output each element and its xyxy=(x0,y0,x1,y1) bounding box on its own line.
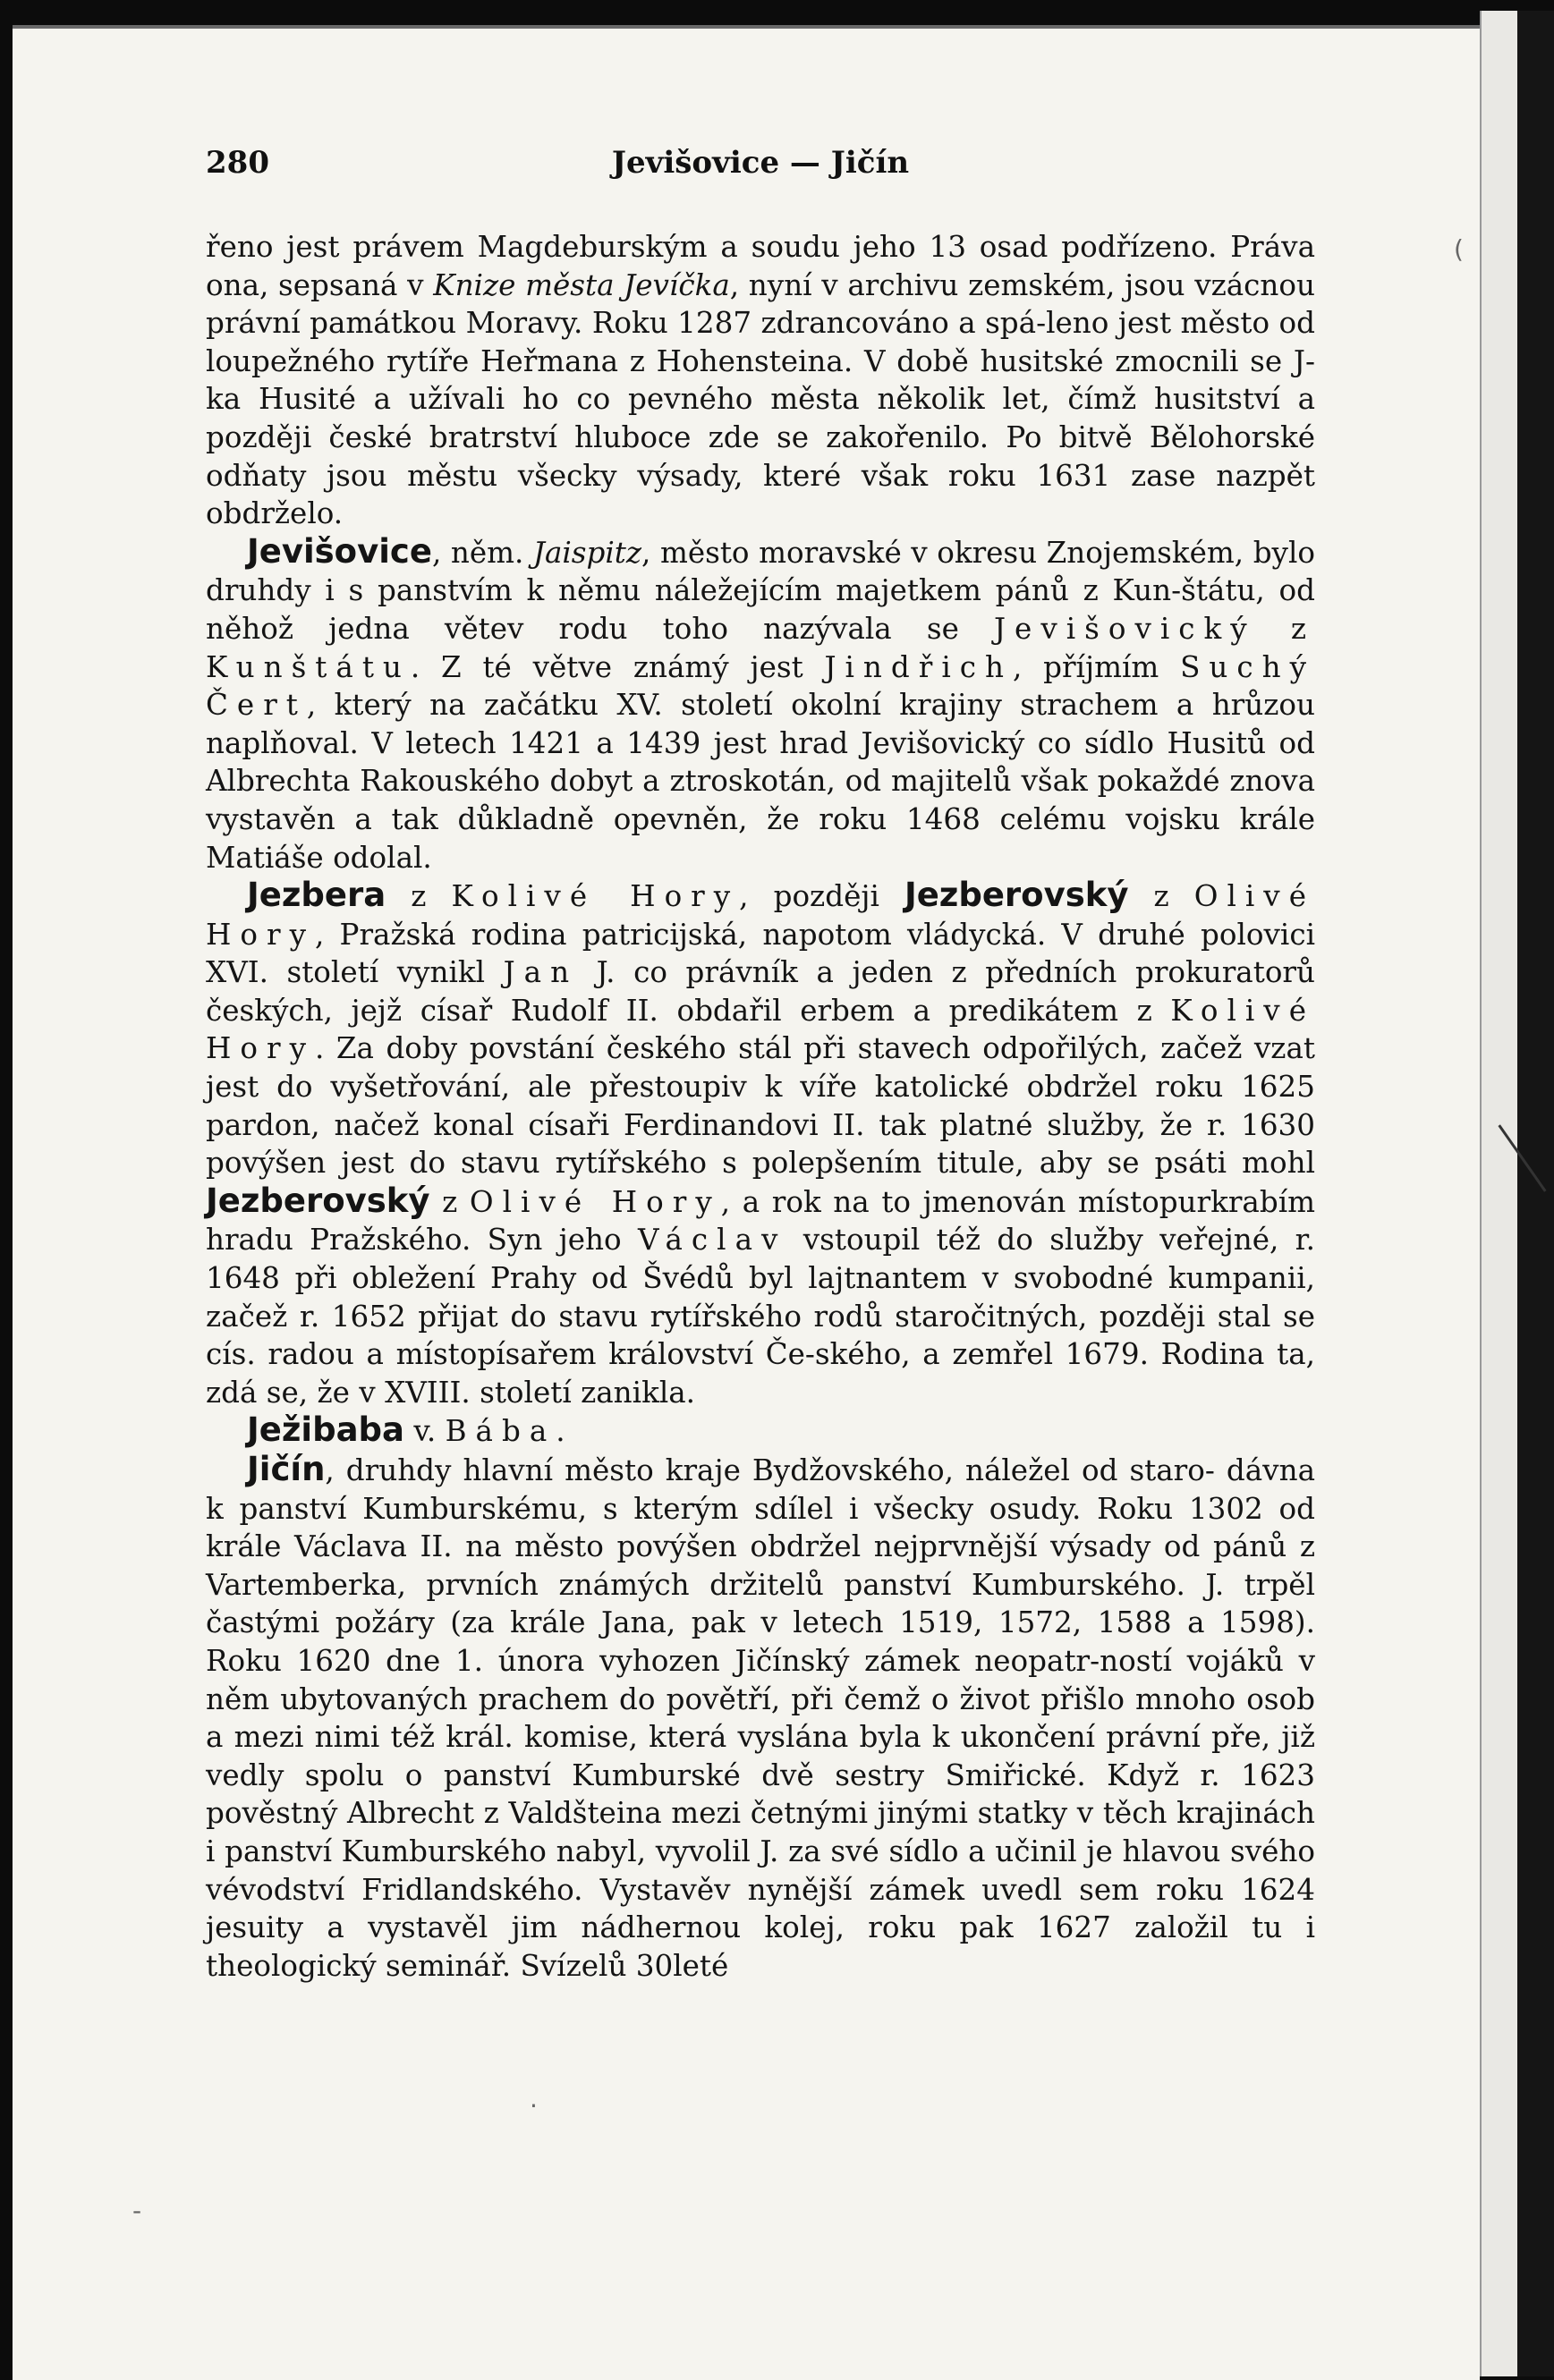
running-head: Jevišovice — Jičín xyxy=(611,145,910,181)
scan-speck-2: . xyxy=(530,2084,538,2113)
scan-speck-3: - xyxy=(132,2196,142,2225)
entry-jevisovice: Jevišovice, něm. Jaispitz, město moravské v okresu Znojemském, bylo druhdy i s panstvím k němu náležejícím majetkem pánů z Kun-štátu, od něhož jedna větev rodu toho nazývala se Jevišovický z Kunštátu. Z té větve známý jest Jindřich, příjmím Suchý Čert, který na začátku XV. století okolní krajiny strachem a hrůzou naplňoval. V letech 1421 a 1439 jest hrad Jevišovický co sídlo Husitů od Albrechta Rakouského dobyt a ztroskotán, od majitelů však pokaždé znova vystavěn a tak důkladně opevněn, že roku 1468 celému vojsku krále Matiáše odolal. xyxy=(206,531,1316,875)
headword-jevisovice: Jevišovice xyxy=(247,531,432,571)
scan-speck: ( xyxy=(1454,234,1464,264)
entry-jezbera: Jezbera z Kolivé Hory, později Jezberovský z Olivé Hory, Pražská rodina patricijská, napotom vládycká. V druhé polovici XVI. století vynikl Jan J. co právník a jeden z předních prokuratorů českých, jejž císař Rudolf II. obdařil erbem a predikátem z Kolivé Hory. Za doby povstání českého stál při stavech odpořilých, začež vzat jest do vyšetřování, ale přestoupiv k víře katolické obdržel roku 1625 pardon, načež konal císaři Ferdinandovi II. tak platné služby, že r. 1630 povýšen jest do stavu rytířského s polepšením titule, aby se psáti mohl Jezberovský z Olivé Hory, a rok na to jmenován místopurkrabím hradu Pražského. Syn jeho Václav vstoupil též do služby veřejné, r. 1648 při obležení Prahy od Švédů byl lajtnantem v svobodné kumpanii, začež r. 1652 přijat do stavu rytířského rodů staročitných, později stal se cís. radou a místopísařem království Če-ského, a zemřel 1679. Rodina ta, zdá se, že v XVIII. století zanikla. xyxy=(206,876,1316,1410)
page-number: 280 xyxy=(206,145,269,181)
headword-jezberovsky-2: Jezberovský xyxy=(206,1181,430,1220)
headword-jezberovsky: Jezberovský xyxy=(904,876,1129,915)
headword-jicin: Jičín xyxy=(247,1450,326,1488)
intro-paragraph: řeno jest právem Magdeburským a soudu jeho 13 osad podřízeno. Práva ona, sepsaná v Knize města Jevíčka, nyní v archivu zemském, jsou vzácnou právní památkou Moravy. Roku 1287 zdrancováno a spá-leno jest město od loupežného rytíře Heřmana z Hohensteina. V době husitské zmocnili se J-ka Husité a užívali ho co pevného města několik let, čímž husitství a později české bratrství hluboce zde se zakořenilo. Po bitvě Bělohorské odňaty jsou městu všecky výsady, které však roku 1631 zase nazpět obdrželo. xyxy=(206,230,1316,531)
entry-jezibaba: Ježibaba v. Bába. xyxy=(247,1410,565,1450)
headword-jezbera: Jezbera xyxy=(247,876,386,915)
page-header xyxy=(192,125,1329,179)
headword-jezibaba: Ježibaba xyxy=(247,1410,404,1450)
entry-jicin: Jičín, druhdy hlavní město kraje Bydžovského, náležel od staro- dávna k panství Kumburskému, s kterým sdílel i všecky osudy. Roku 1302 od krále Václava II. na město povýšen obdržel nejprvnější výsady od pánů z Vartemberka, prvních známých držitelů panství Kumburského. J. trpěl častými požáry (za krále Jana, pak v letech 1519, 1572, 1588 a 1598). Roku 1620 dne 1. února vyhozen Jičínský zámek neopatr-ností vojáků v něm ubytovaných prachem do povětří, při čemž o život přišlo mnoho osob a mezi nimi též král. komise, která vyslána byla k ukončení právní pře, již vedly spolu o panství Kumburské dvě sestry Smiřické. Když r. 1623 pověstný Albrecht z Valdšteina mezi četnými jinými statky v těch krajinách i panství Kumburského nabyl, vyvolil J. za své sídlo a učinil je hlavou svého vévodství Fridlandského. Vystavěv nynější zámek uvedl sem roku 1624 jesuity a vystavěl jim nádhernou kolej, roku pak 1627 založil tu i theologický seminář. Svízelů 30leté xyxy=(206,1450,1316,1983)
adjacent-page-edge xyxy=(1480,11,1554,2376)
body-text xyxy=(206,228,1315,1985)
